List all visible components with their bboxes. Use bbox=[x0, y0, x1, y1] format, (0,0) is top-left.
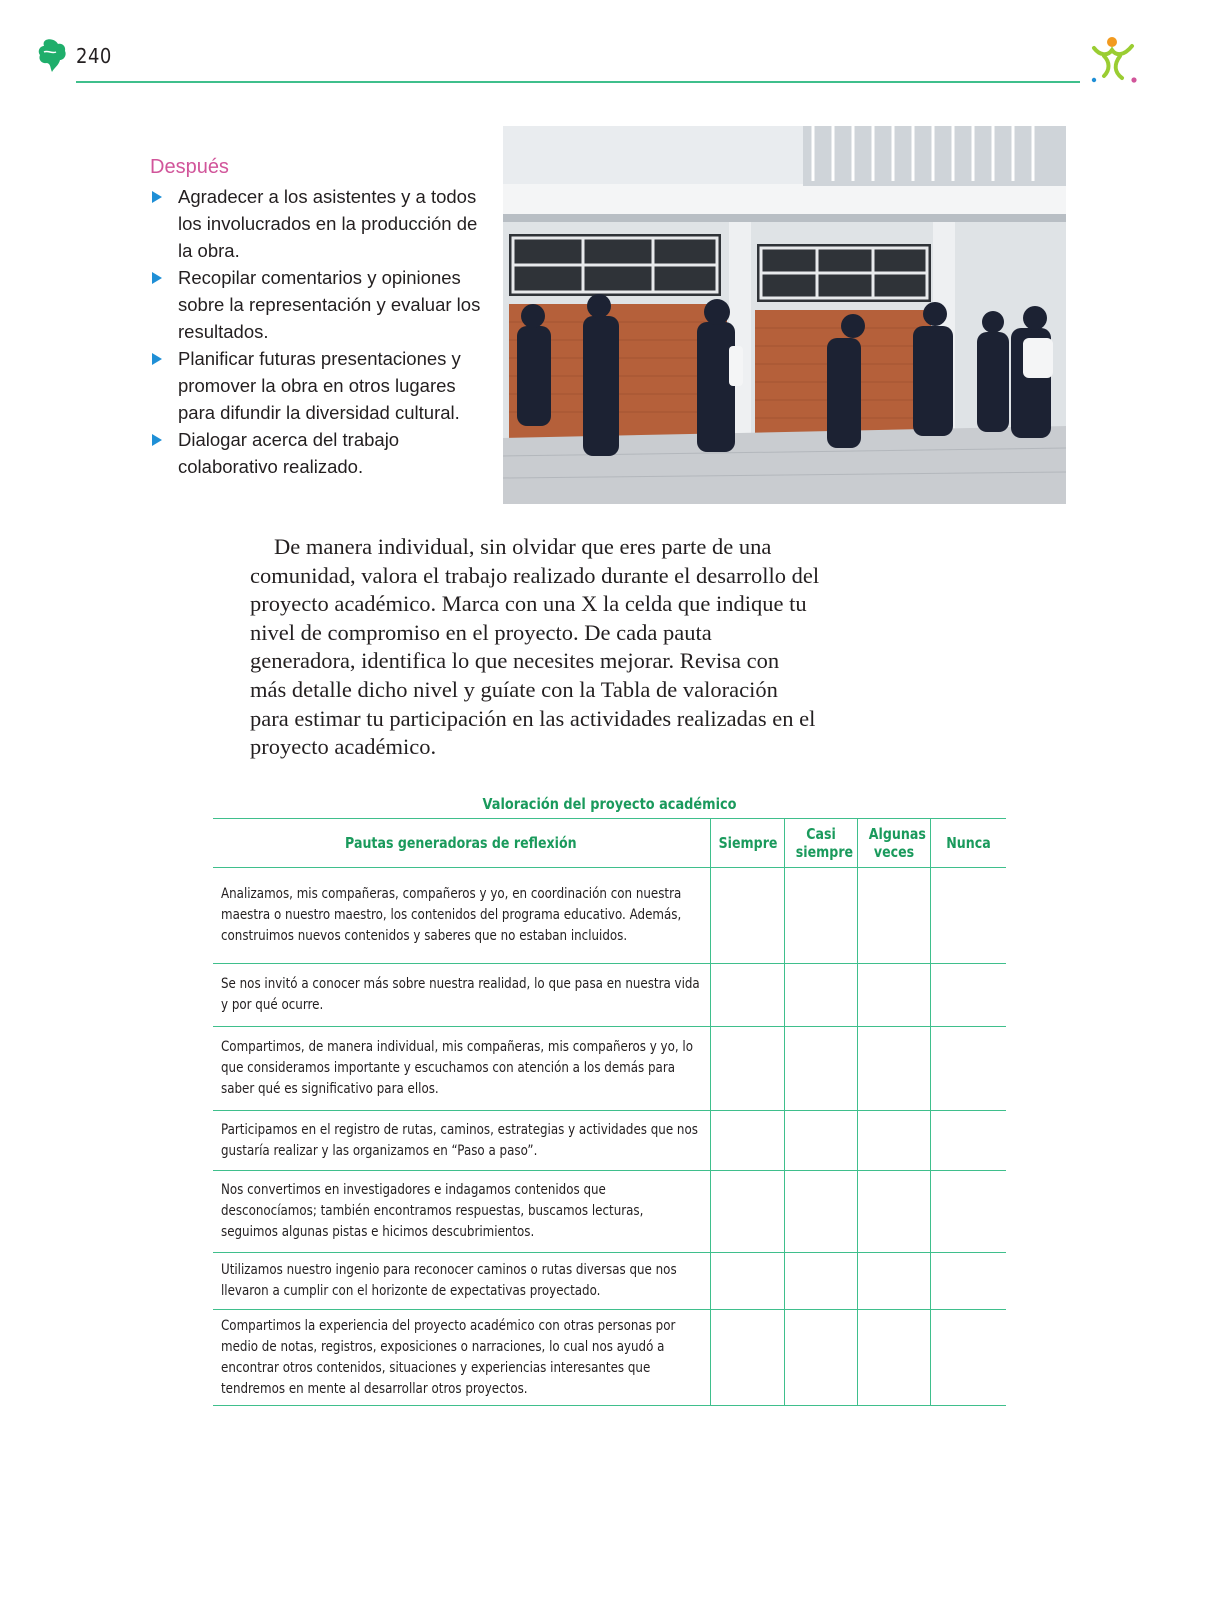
siempre-checkbox-cell[interactable] bbox=[710, 1310, 784, 1406]
column-header-criteria: Pautas generadoras de reflexión bbox=[213, 819, 710, 868]
siempre-checkbox-cell[interactable] bbox=[710, 868, 784, 964]
criterion-cell: Se nos invitó a conocer más sobre nuestra realidad, lo que pasa en nuestra vida y por qué ocurre. bbox=[213, 964, 710, 1027]
algunas-veces-checkbox-cell[interactable] bbox=[857, 964, 930, 1027]
triangle-bullet-icon bbox=[152, 434, 162, 446]
siempre-checkbox-cell[interactable] bbox=[710, 1171, 784, 1253]
siempre-checkbox-cell[interactable] bbox=[710, 1253, 784, 1310]
list-item bbox=[150, 426, 490, 480]
criterion-cell: Nos convertimos en investigadores e indagamos contenidos que desconocíamos; también encontramos respuestas, buscamos lecturas, seguimos algunas pistas e hicimos descubrimientos. bbox=[213, 1171, 710, 1253]
criterion-cell: Compartimos, de manera individual, mis compañeras, mis compañeros y yo, lo que consideramos importante y escuchamos con atención a los demás para saber qué es significativo para ellos. bbox=[213, 1027, 710, 1111]
list-item bbox=[150, 183, 490, 264]
evaluation-table bbox=[213, 818, 1006, 1406]
list-item bbox=[150, 264, 490, 345]
page-number: 240 bbox=[76, 44, 112, 68]
list-item-text: Recopilar comentarios y opiniones sobre la representación y evaluar los resultados. bbox=[178, 267, 481, 342]
algunas-veces-checkbox-cell[interactable] bbox=[857, 1027, 930, 1111]
nunca-checkbox-cell[interactable] bbox=[930, 1253, 1006, 1310]
criterion-cell: Analizamos, mis compañeras, compañeros y yo, en coordinación con nuestra maestra o nuestro maestro, los contenidos del programa educativo. Además, construimos nuevos contenidos y saberes que no estaban incluidos. bbox=[213, 868, 710, 964]
table-row bbox=[213, 1253, 1006, 1310]
casi-siempre-checkbox-cell[interactable] bbox=[784, 1310, 857, 1406]
algunas-veces-checkbox-cell[interactable] bbox=[857, 1253, 930, 1310]
nunca-checkbox-cell[interactable] bbox=[930, 964, 1006, 1027]
casi-siempre-checkbox-cell[interactable] bbox=[784, 1171, 857, 1253]
nunca-checkbox-cell[interactable] bbox=[930, 1171, 1006, 1253]
column-header-algunas-veces: Algunas veces bbox=[857, 819, 930, 868]
siempre-checkbox-cell[interactable] bbox=[710, 964, 784, 1027]
casi-siempre-checkbox-cell[interactable] bbox=[784, 1111, 857, 1171]
intro-paragraph: De manera individual, sin olvidar que eres parte de una comunidad, valora el trabajo realizado durante el desarrollo del proyecto académico. Marca con una X la celda que indique tu nivel de compromiso en el proyecto. De cada pauta generadora, identifica lo que necesites mejorar. Revisa con más detalle dicho nivel y guíate con la Tabla de valoración para estimar tu participación en las actividades realizadas en el proyecto académico. bbox=[250, 534, 820, 760]
triangle-bullet-icon bbox=[152, 272, 162, 284]
criterion-cell: Compartimos la experiencia del proyecto académico con otras personas por medio de notas, registros, exposiciones o narraciones, lo cual nos ayudó a encontrar otros contenidos, situaciones y experiencias interesantes que tendremos en mente al desarrollar otros proyectos. bbox=[213, 1310, 710, 1406]
casi-siempre-checkbox-cell[interactable] bbox=[784, 964, 857, 1027]
casi-siempre-checkbox-cell[interactable] bbox=[784, 1253, 857, 1310]
nunca-checkbox-cell[interactable] bbox=[930, 868, 1006, 964]
algunas-veces-checkbox-cell[interactable] bbox=[857, 1171, 930, 1253]
list-item bbox=[150, 345, 490, 426]
figure-logo-icon bbox=[1088, 34, 1140, 86]
column-header-siempre: Siempre bbox=[710, 819, 784, 868]
table-caption: Valoración del proyecto académico bbox=[482, 795, 737, 813]
algunas-veces-checkbox-cell[interactable] bbox=[857, 1111, 930, 1171]
nunca-checkbox-cell[interactable] bbox=[930, 1310, 1006, 1406]
algunas-veces-checkbox-cell[interactable] bbox=[857, 868, 930, 964]
table-header-row bbox=[213, 819, 1006, 868]
list-item-text: Planificar futuras presentaciones y promover la obra en otros lugares para difundir la diversidad cultural. bbox=[178, 348, 461, 423]
table-row bbox=[213, 1027, 1006, 1111]
table-row bbox=[213, 1310, 1006, 1406]
after-list bbox=[150, 183, 490, 480]
casi-siempre-checkbox-cell[interactable] bbox=[784, 1027, 857, 1111]
after-title: Después bbox=[150, 156, 229, 178]
nunca-checkbox-cell[interactable] bbox=[930, 1111, 1006, 1171]
list-item-text: Dialogar acerca del trabajo colaborativo realizado. bbox=[178, 429, 400, 477]
triangle-bullet-icon bbox=[152, 191, 162, 203]
column-header-casi-siempre: Casi siempre bbox=[784, 819, 857, 868]
criterion-cell: Participamos en el registro de rutas, caminos, estrategias y actividades que nos gustaría realizar y las organizamos en “Paso a paso”. bbox=[213, 1111, 710, 1171]
header-rule bbox=[76, 81, 1080, 83]
criterion-cell: Utilizamos nuestro ingenio para reconocer caminos o rutas diversas que nos llevaron a cumplir con el horizonte de expectativas proyectado. bbox=[213, 1253, 710, 1310]
list-item-text: Agradecer a los asistentes y a todos los involucrados en la producción de la obra. bbox=[178, 186, 478, 261]
students-walking-photo bbox=[503, 126, 1066, 504]
table-row bbox=[213, 1171, 1006, 1253]
table-row bbox=[213, 1111, 1006, 1171]
column-header-nunca: Nunca bbox=[930, 819, 1006, 868]
table-row bbox=[213, 868, 1006, 964]
table-row bbox=[213, 964, 1006, 1027]
nunca-checkbox-cell[interactable] bbox=[930, 1027, 1006, 1111]
algunas-veces-checkbox-cell[interactable] bbox=[857, 1310, 930, 1406]
after-section bbox=[150, 156, 490, 480]
triangle-bullet-icon bbox=[152, 353, 162, 365]
siempre-checkbox-cell[interactable] bbox=[710, 1111, 784, 1171]
casi-siempre-checkbox-cell[interactable] bbox=[784, 868, 857, 964]
map-leaf-logo-icon bbox=[36, 38, 68, 74]
siempre-checkbox-cell[interactable] bbox=[710, 1027, 784, 1111]
